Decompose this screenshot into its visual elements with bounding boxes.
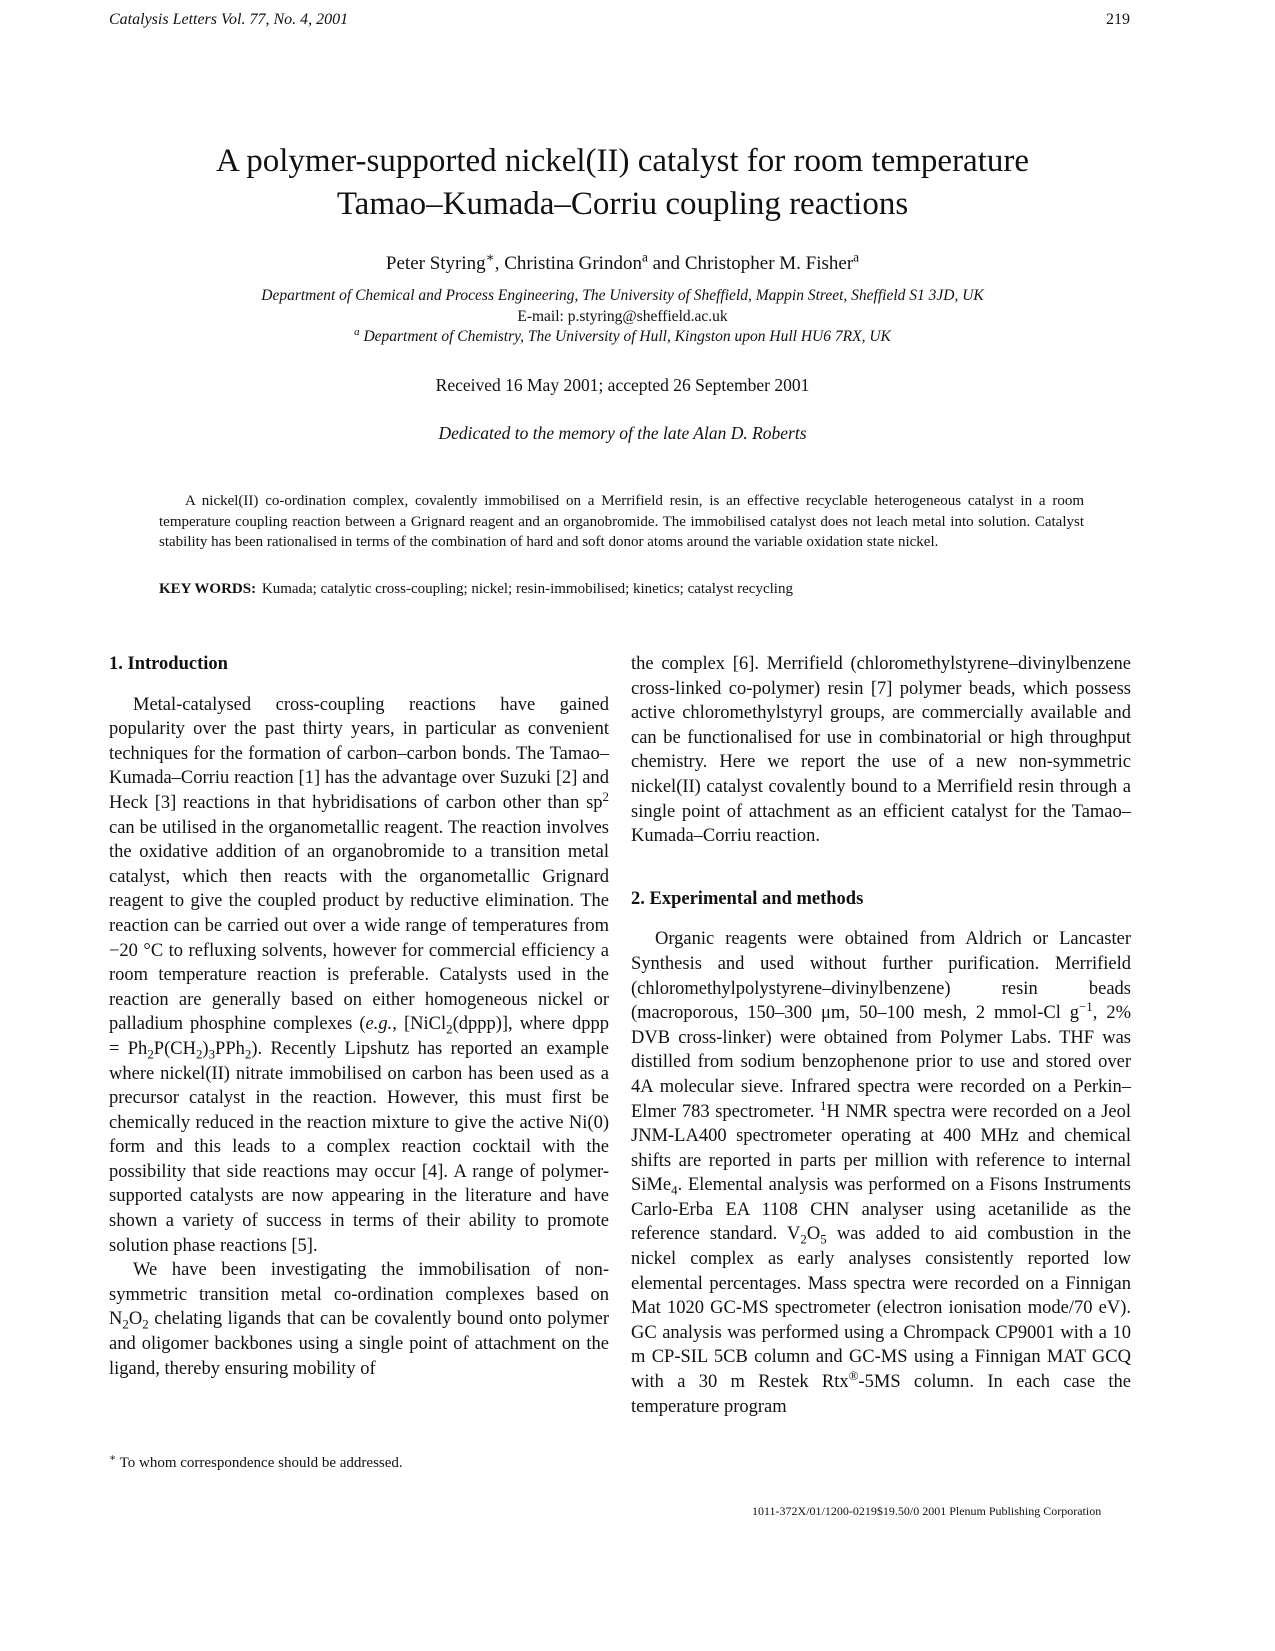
author-list: [100, 249, 1145, 275]
running-header-journal: Catalysis Letters Vol. 77, No. 4, 2001: [109, 11, 349, 28]
author-1-mark: ∗: [485, 249, 495, 265]
left-column: [109, 652, 609, 1381]
experimental-paragraph-1: Organic reagents were obtained from Aldrich or Lancaster Synthesis and used without further purification. Merrifield (chloromethylpolystyrene–divinylbenzene) resin beads (macroporous, 150–300 μm, 50–100 mesh, 2 mmol-Cl $g^{-1}$, 2% DVB cross-linker) were obtained from Polymer Labs. THF was distilled from sodium benzophenone prior to use and stored over 4A molecular sieve. Infrared spectra were recorded on a Perkin–Elmer 783 spectrometer. $^1$H NMR spectra were recorded on a Jeol JNM-LA400 spectrometer operating at 400 MHz and chemical shifts are reported in parts per million with reference to internal SiMe$_4$. Elemental analysis was performed on a Fisons Instruments Carlo-Erba EA 1108 CHN analyser using acetanilide as the reference standard. $V_2O_5$ was added to aid combustion in the nickel complex as early analyses consistently reported low elemental percentages. Mass spectra were recorded on a Finnigan Mat 1020 GC-MS spectrometer (electron ionisation mode/70 eV). GC analysis was performed using a Chrompack CP9001 with a 10 m CP-SIL 5CB column and GC-MS using a Finnigan MAT GCQ with a 30 m Restek Rtx®-5MS column. In each case the temperature program: [631, 929, 1132, 1417]
author-3: Christopher M. Fisher: [684, 253, 854, 274]
intro-paragraph-2-continued: the complex [6]. Merrifield (chloromethylstyrene–divinylbenzene cross-linked co-polymer) resin [7] polymer beads, which possess active chloromethylstyryl groups, are commercially available and can be functionalised for use in combinatorial or high throughput chemistry. Here we report the use of a new non-symmetric nickel(II) catalyst covalently bound to a Merrifield resin through a single point of attachment as an efficient catalyst for the Tamao–Kumada–Corriu reaction.: [631, 654, 1131, 847]
affiliation-2-mark: a: [354, 325, 360, 338]
author-1: Peter Styring: [385, 253, 486, 274]
received-dates: Received 16 May 2001; accepted 26 September 2001: [435, 375, 810, 395]
footnote-mark: ∗: [109, 1453, 117, 1464]
email-address[interactable]: E-mail: p.styring@sheffield.ac.uk: [517, 308, 728, 325]
keywords: [159, 581, 1084, 598]
right-column: [631, 652, 1131, 1419]
abstract: A nickel(II) co-ordination complex, covalently immobilised on a Merrifield resin, is an effective recyclable heterogeneous catalyst in a room temperature coupling reaction between a Grignard reagent and an organobromide. The immobilised catalyst does not leach metal into solution. Catalyst stability has been rationalised in terms of the combination of hard and soft donor atoms around the variable oxidation state nickel.: [159, 493, 1084, 551]
paper-title: [100, 140, 1145, 226]
keywords-label: KEY WORDS:: [159, 581, 257, 597]
author-3-mark: a: [853, 249, 860, 265]
intro-paragraph-1: Metal-catalysed cross-coupling reactions have gained popularity over the past thirty years, in particular as convenient techniques for the formation of carbon–carbon bonds. The Tamao–Kumada–Corriu reaction [1] has the advantage over Suzuki [2] and Heck [3] reactions in that hybridisations of carbon other than $sp^2$ can be utilised in the organometallic reagent. The reaction involves the oxidative addition of an organobromide to a transition metal catalyst, which then reacts with the organometallic Grignard reagent to give the coupled product by reductive elimination. The reaction can be carried out over a wide range of temperatures from −20 °C to refluxing solvents, however for commercial efficiency a room temperature reaction is preferable. Catalysts used in the reaction are generally based on either homogeneous nickel or palladium phosphine complexes (e.g., [NiCl$_2$(dppp)], where dppp = $Ph_2P(CH_2)_3PPh_2$). Recently Lipshutz has reported an example where nickel(II) nitrate immobilised on carbon has been used as a precursor catalyst in the reaction. However, this must first be chemically reduced in the reaction mixture to give the active Ni(0) form and this leads to a complex reaction cocktail with the possibility that side reactions may occur [4]. A range of polymer-supported catalysts are now appearing in the literature and have shown a variety of success in terms of their ability to promote solution phase reactions [5].: [109, 694, 610, 1256]
author-separator: ,: [494, 253, 505, 274]
title-line-1: A polymer-supported nickel(II) catalyst for room temperature: [215, 143, 1030, 179]
title-line-2: Tamao–Kumada–Corriu coupling reactions: [336, 186, 909, 222]
author-2: Christina Grindon: [504, 253, 642, 274]
affiliation-2: [100, 325, 1145, 346]
affiliation-2-text: Department of Chemistry, The University of Hull, Kingston upon Hull HU6 7RX, UK: [363, 328, 891, 345]
keywords-text: Kumada; catalytic cross-coupling; nickel; resin-immobilised; kinetics; catalyst recycling: [261, 581, 793, 597]
author-separator: and: [647, 253, 685, 274]
section-heading-experimental: 2. Experimental and methods: [631, 888, 864, 909]
copyright-line: 1011-372X/01/1200-0219$19.50/0 2001 Plenum Publishing Corporation: [752, 1504, 1102, 1518]
author-2-mark: a: [641, 249, 648, 265]
section-heading-introduction: 1. Introduction: [109, 654, 228, 674]
footnote-text: To whom correspondence should be addressed.: [116, 1455, 403, 1471]
footnote: [109, 1455, 403, 1472]
affiliation-1: Department of Chemical and Process Engineering, The University of Sheffield, Mappin Street, Sheffield S1 3JD, UK: [261, 287, 984, 304]
intro-paragraph-2: We have been investigating the immobilisation of non-symmetric transition metal co-ordination complexes based on $N_2O_2$ chelating ligands that can be covalently bound onto polymer and oligomer backbones using a single point of attachment on the ligand, thereby ensuring mobility of: [109, 1260, 609, 1379]
dedication: Dedicated to the memory of the late Alan D. Roberts: [438, 423, 807, 443]
page-number: 219: [1106, 11, 1130, 28]
